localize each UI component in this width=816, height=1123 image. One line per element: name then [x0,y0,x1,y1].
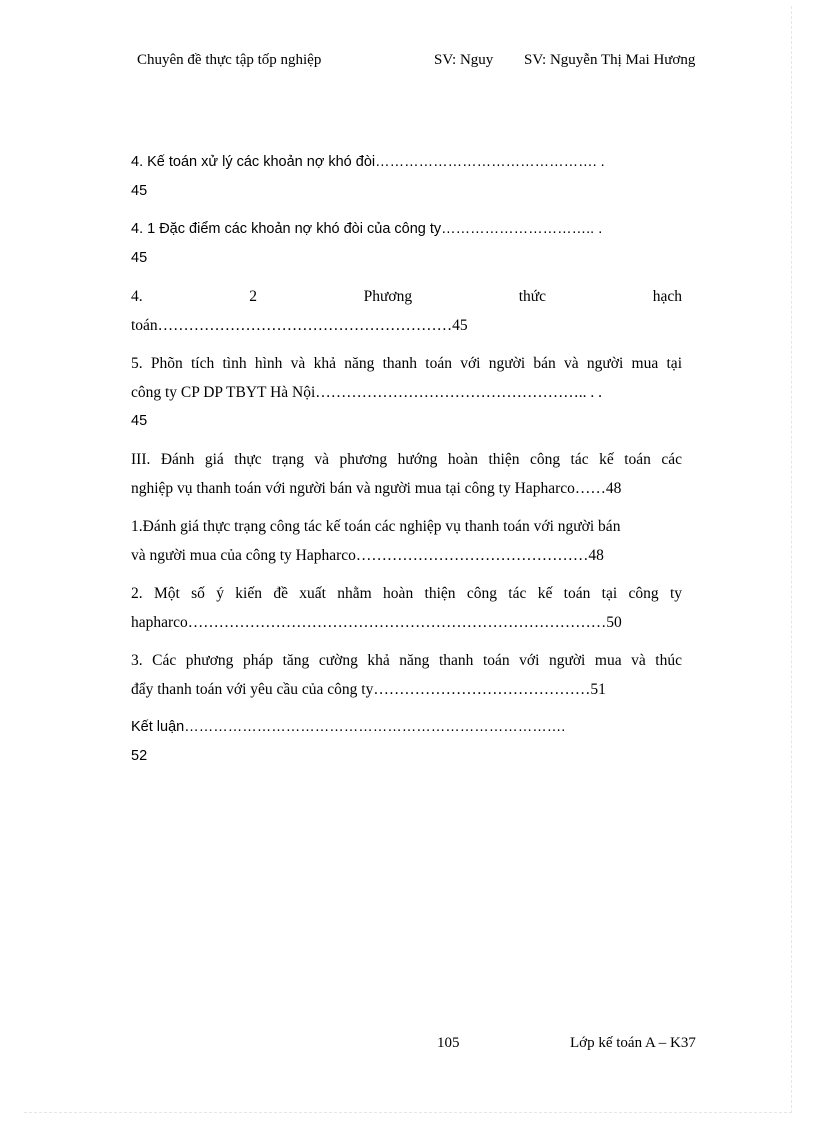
toc-entry-text-cont: toán…………………………………………………45 [131,317,468,334]
toc-entry-III-3 [131,646,682,704]
toc-entry-III-2 [131,579,682,637]
toc-entry-text: III. Đánh giá thực trạng và phương hướng hoàn thiện công tác kế toán các [131,451,682,468]
toc-word: hạch [652,288,682,305]
toc-entry-text-cont: hapharco………………………………………………………………………50 [131,614,622,631]
toc-entry-page: 52 [131,748,148,764]
toc-entry-page: 45 [131,413,148,429]
toc-word: Phương [363,288,413,305]
toc-word: thức [518,288,547,305]
toc-entry-text-cont: nghiệp vụ thanh toán với người bán và người mua tại công ty Hapharco……48 [131,480,622,497]
footer-class-label: Lớp kế toán A – K37 [570,1035,696,1051]
header-thesis-title: Chuyên đề thực tập tốp nghiệp [137,52,322,68]
toc-entry-III [131,445,682,503]
toc-entry-text-cont: và người mua của công ty Hapharco………………………………………48 [131,547,604,564]
toc-entry-text-cont: đẩy thanh toán với yêu cầu của công ty……………………………………51 [131,681,606,698]
page-footer [0,1035,816,1057]
table-of-contents [131,148,682,780]
toc-word: 2 [249,288,257,305]
toc-entry-4 [131,148,682,206]
toc-entry-III-1 [131,512,682,570]
toc-entry-text-cont: công ty CP DP TBYT Hà Nội…………………………………………….. . . [131,384,603,401]
header-student-truncated: SV: Nguy [434,52,494,68]
toc-word: 4. [131,288,143,305]
toc-entry-page: 45 [131,250,148,266]
header-student-name: SV: Nguyễn Thị Mai Hương [524,52,696,68]
toc-entry-text: 1.Đánh giá thực trạng công tác kế toán các nghiệp vụ thanh toán với người bán [131,518,621,535]
toc-entry-text: 4. 1 Đặc điểm các khoản nợ khó đòi của công ty………………………….. . [131,221,603,237]
page-number: 105 [437,1035,460,1051]
toc-entry-text [131,282,682,311]
toc-entry-page: 45 [131,183,148,199]
toc-entry-text: 2. Một số ý kiến đề xuất nhằm hoàn thiện công tác kế toán tại công ty [131,585,682,602]
toc-entry-5 [131,349,682,436]
toc-entry-text: 4. Kế toán xử lý các khoản nợ khó đòi………………………………………. . [131,154,605,170]
page-header [0,52,816,74]
toc-entry-4-2 [131,282,682,340]
toc-entry-text: 3. Các phương pháp tăng cường khả năng thanh toán với người mua và thúc [131,652,682,669]
toc-entry-text: 5. Phõn tích tình hình và khả năng thanh toán với người bán và người mua tại [131,355,682,372]
toc-entry-text: Kết luận……………………………………………………………………. [131,719,566,735]
toc-entry-4-1 [131,215,682,273]
toc-entry-conclusion [131,713,682,771]
